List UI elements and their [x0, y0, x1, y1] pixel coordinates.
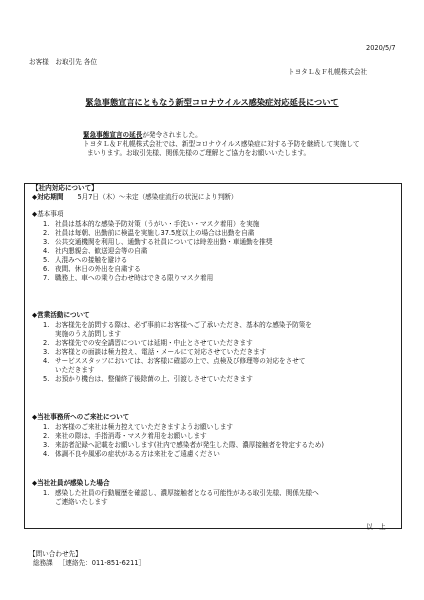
infected-heading: ◆当社社員が感染した場合	[32, 479, 110, 487]
sender-company: トヨタＬ＆Ｆ札幌株式会社	[288, 68, 368, 76]
sales-list	[43, 321, 312, 384]
intro-lead-rest: が発令されました。	[142, 131, 202, 139]
recipients: お客様 お取引先 各位	[29, 58, 98, 66]
list-item: 3. お客様との面談は極力控え、電話・メールにて対応させていただきます	[43, 348, 267, 356]
intro-paragraph	[83, 131, 360, 158]
document-title: 緊急事態宣言にともなう新型コロナウイルス感染症対応延長について	[85, 97, 339, 107]
list-item: 5. お預かり機台は、整備終了後除菌の上、引渡しさせていただきます	[43, 375, 253, 383]
inquiry-heading: 【問い合わせ先】	[29, 550, 82, 558]
list-item: 2. 来社の際は、手指消毒・マスク着用をお願いします	[43, 432, 207, 440]
list-item: 3. 公共交通機関を利用し、通勤する社員については時差出勤・車通勤を推奨	[43, 238, 273, 246]
period-row	[32, 193, 238, 202]
sales-heading: ◆営業活動について	[32, 311, 90, 319]
inquiry-phone: ［連絡先：011-851-6211］	[58, 559, 146, 567]
list-item-continuation: ご連絡いたします	[55, 498, 108, 506]
intro-line-2: トヨタＬ＆Ｆ札幌株式会社では、新型コロナウイルス感染症に対する予防を継続して実施して	[83, 140, 360, 148]
measures-heading: 【社内対応について】	[32, 184, 98, 192]
office-heading: ◆当社事務所へのご来社について	[32, 413, 130, 421]
list-item: 5. 人混みへの接触を避ける	[43, 256, 128, 264]
office-section	[32, 413, 324, 459]
list-item-continuation: 実施のうえ訪問します	[55, 330, 121, 338]
period-label: ◆対応期間	[32, 193, 64, 201]
basic-heading: ◆基本事項	[32, 210, 64, 218]
list-item: 2. 社員は毎朝、出勤前に検温を実施し37.5度以上の場合は出勤を自粛	[43, 229, 255, 237]
basic-list	[43, 220, 272, 283]
basic-section	[32, 210, 272, 283]
list-item: 1. 社員は基本的な感染予防対策（うがい・手洗い・マスク着用）を実施	[43, 220, 260, 228]
sales-section	[32, 311, 312, 384]
intro-line-3: まいります。お取引先様、関係先様のご理解とご協力をお願いいたします。	[87, 149, 311, 157]
measures-heading-block	[32, 184, 238, 202]
list-item: 7. 職務上、車への乗り合わせ時はできる限りマスク着用	[43, 274, 214, 282]
inquiry-dept: 総務課	[33, 559, 53, 567]
intro-lead-bold: 緊急事態宣言の延長	[83, 131, 143, 139]
document-date: 2020/5/7	[366, 44, 396, 52]
infected-list	[43, 489, 319, 507]
list-item: 1. お客様先を訪問する際は、必ず事前にお客様へご了承いただき、基本的な感染予防策を	[43, 321, 312, 329]
list-item: 1. 感染した社員の行動履歴を確認し、濃厚接触者となる可能性がある取引先様、関係先様へ	[43, 489, 319, 497]
list-item: 4. 体調不良や風邪の症状がある方は来社をご遠慮ください	[43, 450, 220, 458]
list-item: 4. 社内懇親会、歓送迎会等の自粛	[43, 247, 148, 255]
list-item-continuation: いただきます	[55, 366, 95, 374]
list-item: 2. お客様先での安全講習については延期・中止とさせていただきます	[43, 339, 253, 347]
intro-line-1	[83, 131, 360, 140]
list-item: 4. サービススタッフにおいては、お客様に確認の上で、点検及び修理等の対応をさせて	[43, 357, 306, 365]
measures-box	[24, 183, 402, 529]
inquiry-contact-row	[29, 559, 145, 568]
period-value: 5月7日（木）～未定（感染症流行の状況により判断）	[77, 193, 238, 201]
infected-section	[32, 479, 319, 507]
list-item: 3. 来訪者記録へ記載をお願いします(社内で感染者が発生した際、濃厚接触者を特定するため)	[43, 441, 324, 449]
list-item: 6. 夜間、休日の外出を自粛する	[43, 265, 141, 273]
closing-mark: 以 上	[366, 523, 386, 531]
office-list	[43, 423, 324, 459]
list-item: 1. お客様のご来社は極力控えていただきますようお願いします	[43, 423, 234, 431]
inquiry-block	[29, 550, 145, 568]
